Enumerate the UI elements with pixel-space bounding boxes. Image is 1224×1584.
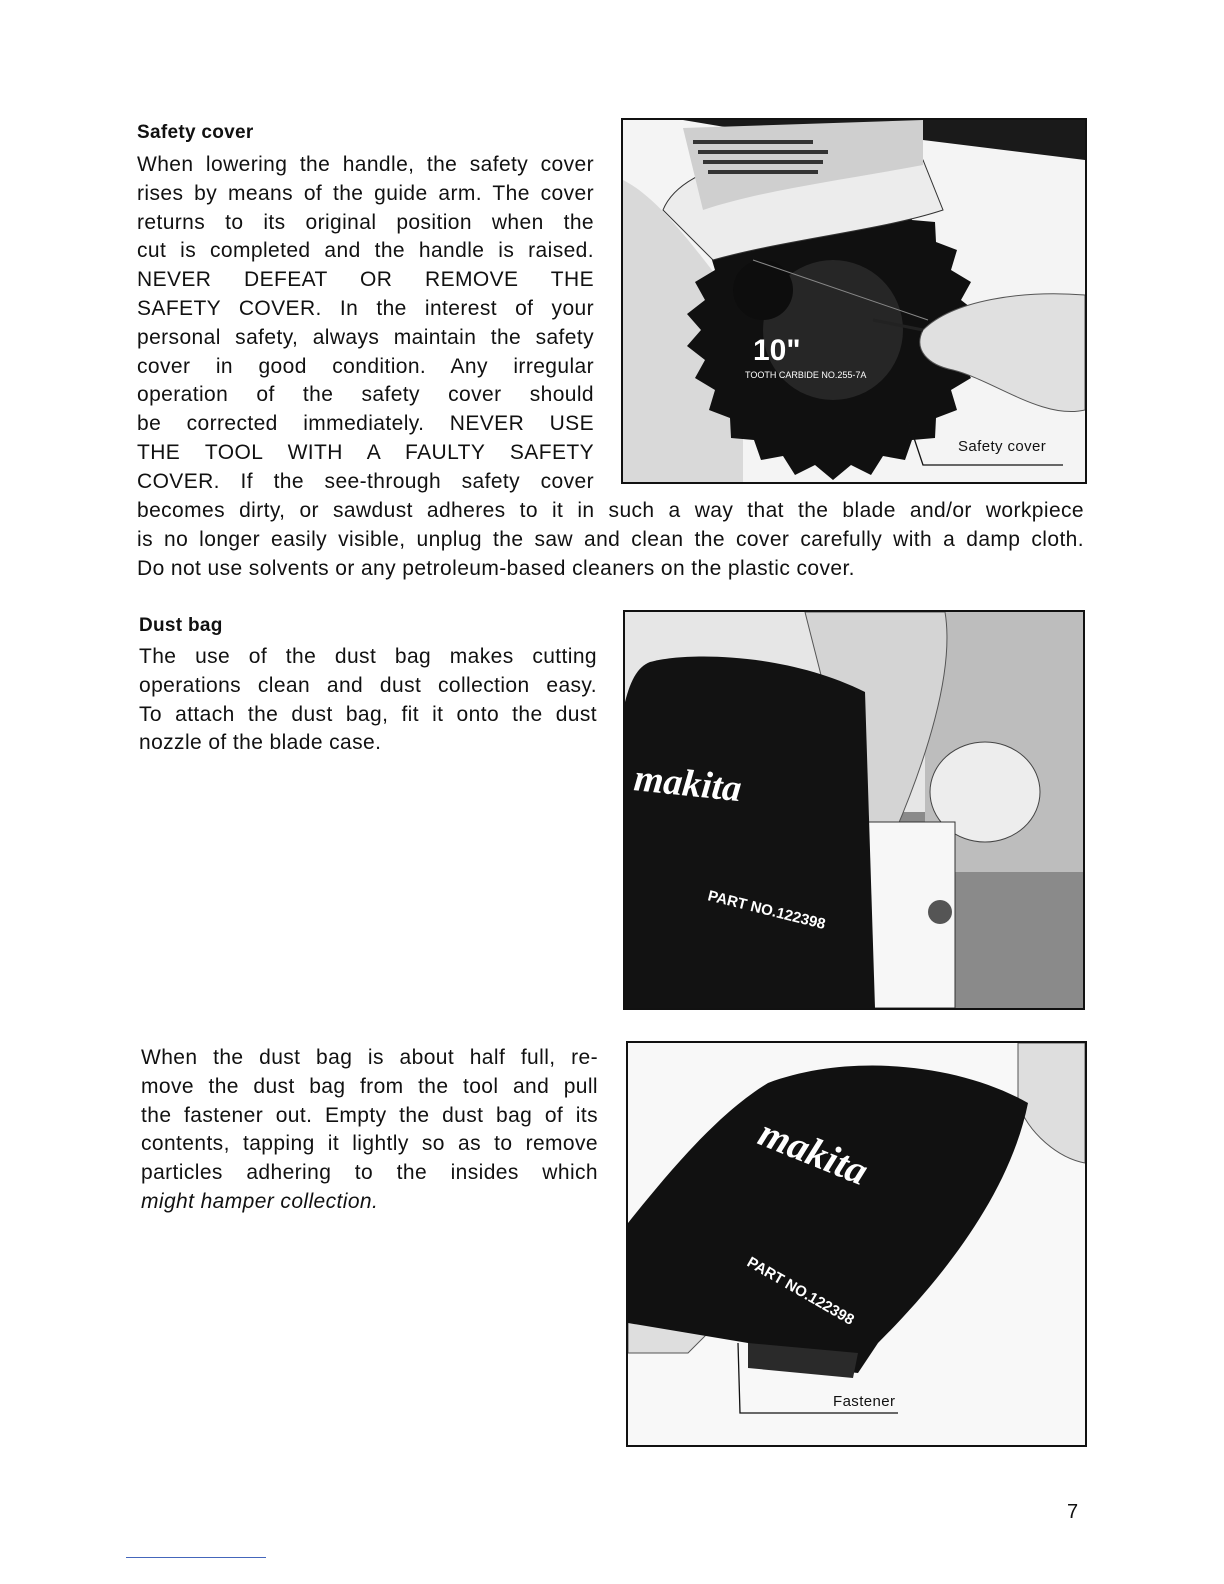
text-line: be corrected immediately. NEVER USE [137, 412, 594, 436]
text-line: cover in good condition. Any irregular [137, 354, 594, 378]
text-line: becomes dirty, or sawdust adheres to it in such a way that the blade and/or workpiece [137, 499, 1084, 522]
dust-bag-part-number: PART NO.122398 [706, 887, 828, 934]
dust-bag-fastener-photo [626, 1041, 1087, 1447]
text-line: contents, tapping it lightly so as to remove [141, 1132, 598, 1156]
text-line: NEVER DEFEAT OR REMOVE THE [137, 268, 594, 292]
text-line: Do not use solvents or any petroleum-based cleaners on the plastic cover. [137, 556, 855, 580]
emptying-paragraph [141, 1044, 598, 1217]
fastener-callout: Fastener [833, 1393, 896, 1410]
footer-rule [126, 1557, 266, 1558]
text-line: personal safety, always maintain the safety [137, 325, 594, 349]
text-line: might hamper collection. [141, 1189, 379, 1213]
blade-small-label: TOOTH CARBIDE NO.255-7A [745, 370, 867, 380]
text-line: The use of the dust bag makes cutting [139, 645, 597, 668]
text-line: particles adhering to the insides which [141, 1161, 598, 1185]
blade-size-label: 10" [753, 334, 801, 367]
text-line: operations clean and dust collection easy. [139, 673, 597, 697]
dust-bag-attach-photo [623, 610, 1085, 1010]
safety-cover-paragraph-top [137, 151, 594, 497]
text-line: returns to its original position when the [137, 210, 594, 234]
text-line: To attach the dust bag, fit it onto the dust [139, 702, 597, 726]
dust-bag-part-number: PART NO.122398 [744, 1253, 857, 1329]
text-line: the fastener out. Empty the dust bag of its [141, 1103, 598, 1127]
text-line: rises by means of the guide arm. The cover [137, 181, 594, 205]
text-line: When lowering the handle, the safety cover [137, 153, 594, 176]
text-line: nozzle of the blade case. [139, 731, 382, 755]
text-line: When the dust bag is about half full, re- [141, 1046, 598, 1069]
text-line: move the dust bag from the tool and pull [141, 1074, 598, 1098]
safety-cover-paragraph-bottom [137, 497, 1084, 583]
text-line: THE TOOL WITH A FAULTY SAFETY [137, 440, 594, 464]
safety-cover-photo [621, 118, 1087, 484]
text-line: cut is completed and the handle is raised. [137, 239, 594, 263]
text-line: COVER. If the see-through safety cover [137, 469, 594, 493]
text-line: SAFETY COVER. In the interest of your [137, 296, 594, 320]
dust-bag-brand-logo: makita [632, 757, 744, 811]
dust-bag-paragraph [139, 643, 597, 758]
text-line: is no longer easily visible, unplug the saw and clean the cover carefully with a damp cloth. [137, 527, 1084, 551]
safety-cover-callout: Safety cover [958, 438, 1047, 455]
dust-bag-heading: Dust bag [139, 615, 223, 636]
page-number: 7 [1067, 1501, 1079, 1523]
text-line: operation of the safety cover should [137, 383, 594, 407]
safety-cover-heading: Safety cover [137, 122, 254, 143]
dust-bag-brand-logo: makita [752, 1109, 875, 1194]
